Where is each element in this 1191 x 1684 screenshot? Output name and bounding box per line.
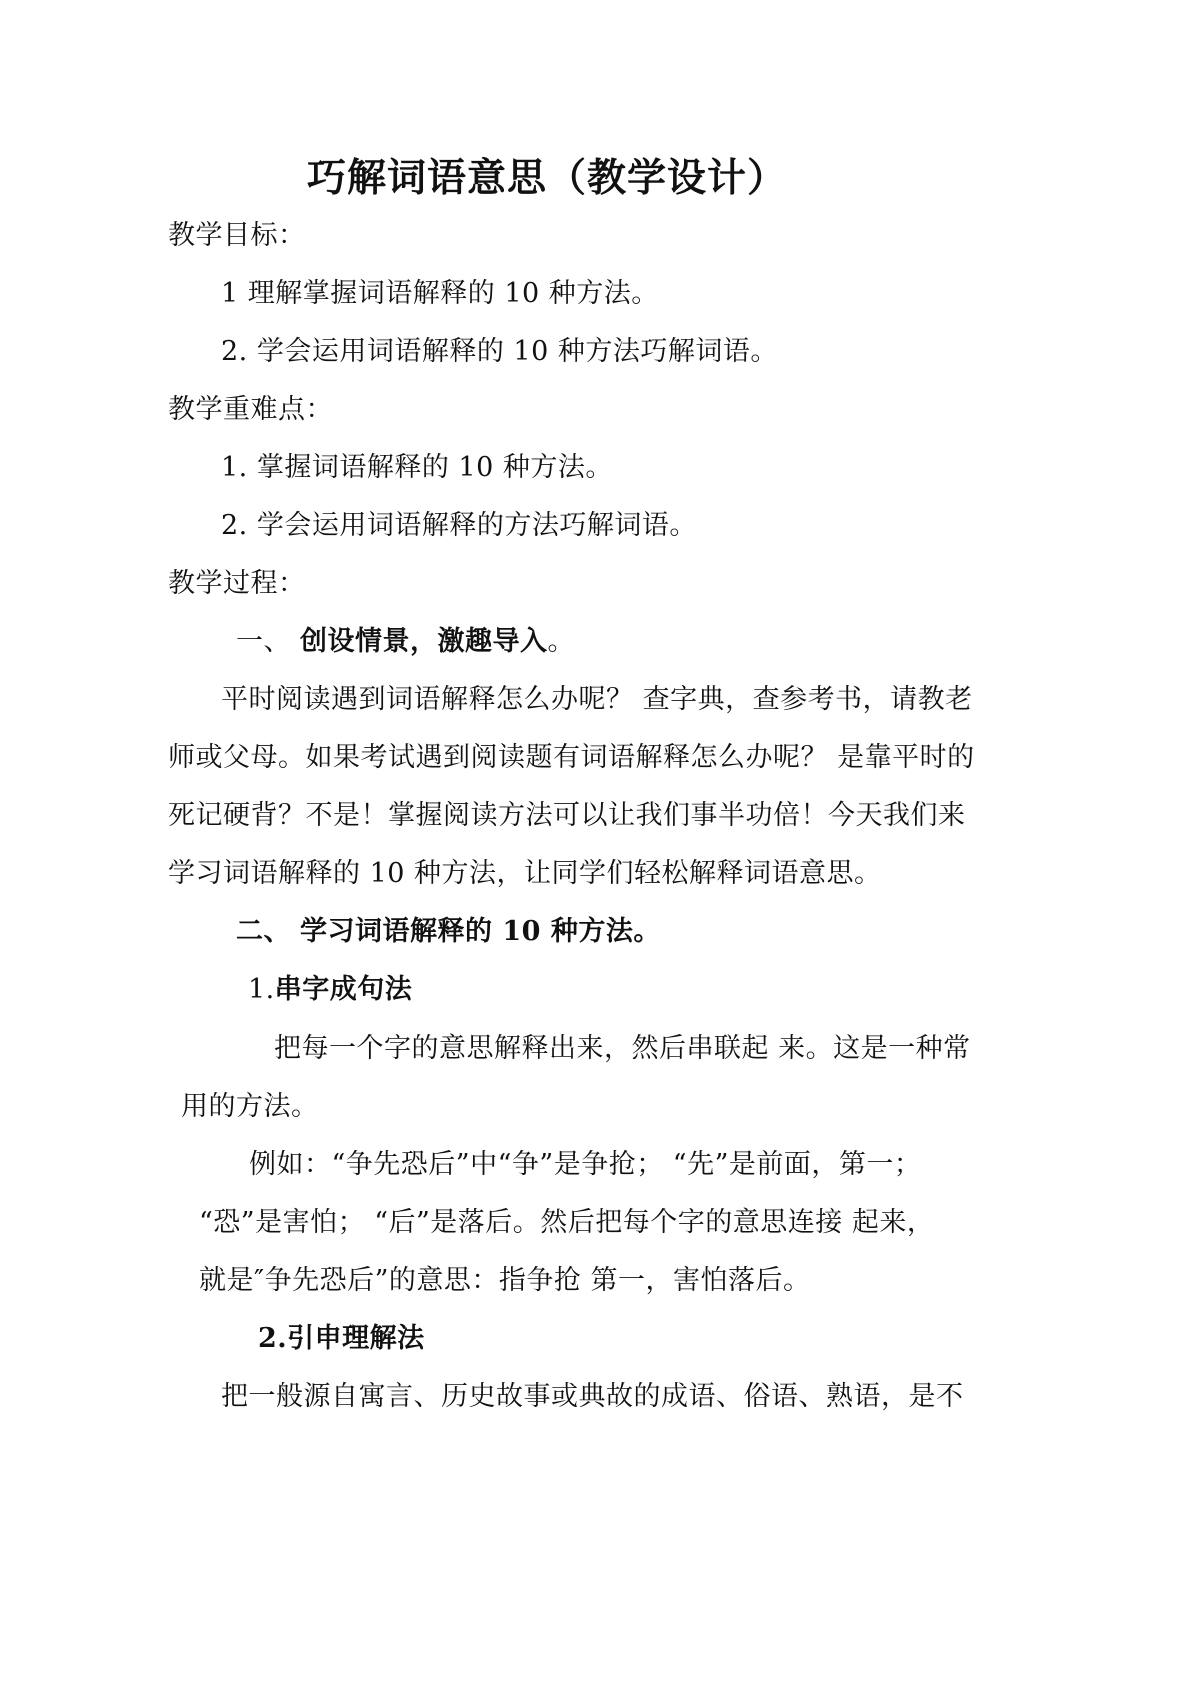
paragraph-line: 平时阅读遇到词语解释怎么办呢？ 查字典，查参考书，请教老 bbox=[221, 684, 973, 715]
part1-number: 一、 bbox=[236, 626, 291, 657]
part2-number: 二、 bbox=[236, 916, 291, 947]
document-title: 巧解词语意思（教学设计） bbox=[307, 155, 788, 201]
method1-number: 1. bbox=[248, 974, 275, 1005]
key-points-heading: 教学重难点： bbox=[168, 394, 333, 425]
part1-title-end: 。 bbox=[547, 626, 575, 657]
method1-example-line: “恐”是害怕； “后”是落后。然后把每个字的意思连接 起来， bbox=[199, 1207, 935, 1238]
key-point-item: 2. 学会运用词语解释的方法巧解词语。 bbox=[221, 510, 697, 541]
method2-desc-line: 把一般源自寓言、历史故事或典故的成语、俗语、熟语，是不 bbox=[221, 1381, 964, 1412]
method1-title: 串字成句法 bbox=[274, 974, 413, 1005]
goal-item: 2. 学会运用词语解释的 10 种方法巧解词语。 bbox=[221, 336, 778, 367]
method1-example-line: 例如：“争先恐后”中“争”是争抢； “先”是前面，第一； bbox=[249, 1149, 922, 1180]
part1-title: 创设情景，激趣导入 bbox=[300, 626, 548, 657]
paragraph-line: 死记硬背？不是！掌握阅读方法可以让我们事半功倍！今天我们来 bbox=[168, 800, 966, 831]
goals-heading: 教学目标： bbox=[168, 220, 306, 251]
method1-desc-line: 把每一个字的意思解释出来，然后串联起 来。这是一种常 bbox=[274, 1033, 971, 1064]
method1-desc-line: 用的方法。 bbox=[181, 1091, 319, 1122]
method2-title: 2.引申理解法 bbox=[258, 1323, 425, 1354]
part1-heading bbox=[300, 624, 575, 660]
method1-heading bbox=[248, 972, 412, 1008]
method1-example-line: 就是″争先恐后”的意思：指争抢 第一，害怕落后。 bbox=[199, 1265, 811, 1296]
key-point-item: 1. 掌握词语解释的 10 种方法。 bbox=[221, 452, 613, 483]
part2-title: 学习词语解释的 10 种方法。 bbox=[300, 916, 661, 947]
process-heading: 教学过程： bbox=[168, 568, 306, 599]
paragraph-line: 师或父母。如果考试遇到阅读题有词语解释怎么办呢？ 是靠平时的 bbox=[168, 742, 975, 773]
paragraph-line: 学习词语解释的 10 种方法，让同学们轻松解释词语意思。 bbox=[168, 858, 882, 889]
goal-item: 1 理解掌握词语解释的 10 种方法。 bbox=[221, 278, 659, 309]
